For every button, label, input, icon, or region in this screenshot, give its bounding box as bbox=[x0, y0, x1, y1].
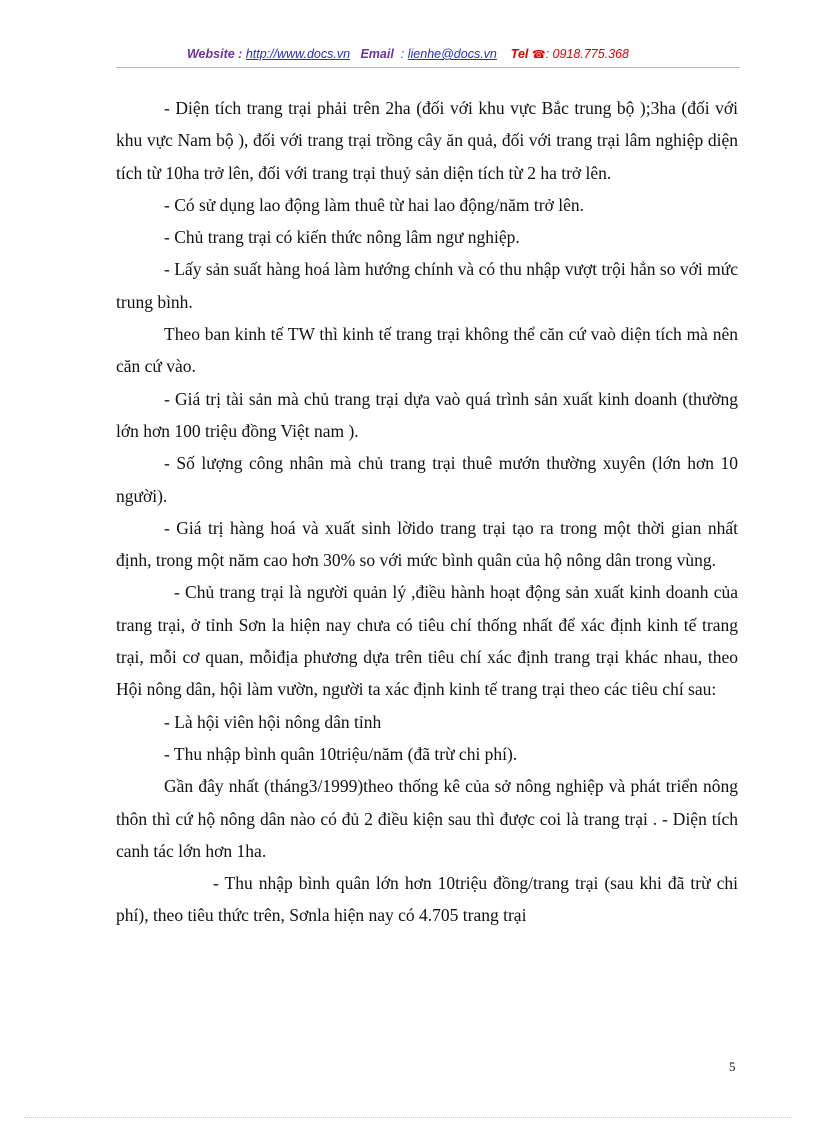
paragraph: - Chủ trang trại là người quản lý ,điều hành hoạt động sản xuất kinh doanh của trang trại, ở tỉnh Sơn la hiện nay chưa có tiêu chí thống nhất để xác định kinh tế trang trại, mỗi cơ quan, mỗiđịa phương dựa trên tiêu chí xác định trang trại khác nhau, theo Hội nông dân, hội làm vườn, người ta xác định kinh tế trang trại theo các tiêu chí sau: bbox=[116, 582, 738, 700]
page-header bbox=[0, 47, 816, 61]
paragraph: Gần đây nhất (tháng3/1999)theo thống kê của sở nông nghiệp và phát triển nông thôn thì cứ hộ nông dân nào có đủ 2 điều kiện sau thì được coi là trang trại . - Diện tích canh tác lớn hơn 1ha. bbox=[116, 776, 738, 861]
paragraph: - Thu nhập bình quân 10triệu/năm (đã trừ chi phí). bbox=[164, 743, 518, 764]
paragraph: - Lấy sản suất hàng hoá làm hướng chính và có thu nhập vượt trội hẳn so với mức trung bình. bbox=[116, 259, 738, 312]
phone-number: : 0918.775.368 bbox=[545, 47, 629, 61]
footer-divider bbox=[24, 1117, 792, 1118]
header-divider bbox=[116, 67, 740, 68]
page-number: 5 bbox=[729, 1059, 736, 1074]
paragraph: - Diện tích trang trại phải trên 2ha (đối với khu vực Bắc trung bộ );3ha (đối với khu vực Nam bộ ), đối với trang trại trồng cây ăn quả, đối với trang trại lâm nghiệp diện tích từ 10ha trở lên, đối với trang trại thuỷ sản diện tích từ 2 ha trở lên. bbox=[116, 98, 738, 183]
email-link[interactable]: lienhe@docs.vn bbox=[407, 47, 497, 61]
paragraph: Theo ban kinh tế TW thì kinh tế trang trại không thể căn cứ vaò diện tích mà nên căn cứ vào. bbox=[116, 324, 738, 377]
paragraph: - Có sử dụng lao động làm thuê từ hai lao động/năm trở lên. bbox=[164, 194, 584, 215]
tel-label: Tel bbox=[510, 47, 529, 61]
paragraph: - Là hội viên hội nông dân tỉnh bbox=[164, 711, 382, 732]
paragraph: - Giá trị hàng hoá và xuất sinh lờido trang trại tạo ra trong một thời gian nhất định, trong một năm cao hơn 30% so với mức bình quân của hộ nông dân trong vùng. bbox=[116, 517, 738, 571]
paragraph: - Giá trị tài sản mà chủ trang trại dựa vaò quá trình sản xuất kinh doanh (thường lớn hơn 100 triệu đồng Việt nam ). bbox=[116, 388, 738, 441]
paragraph: - Chủ trang trại có kiến thức nông lâm ngư nghiệp. bbox=[164, 227, 520, 248]
telephone-icon: ☎ bbox=[531, 49, 546, 61]
paragraph: - Thu nhập bình quân lớn hơn 10triệu đồng/trang trại (sau khi đã trừ chi phí), theo tiêu thức trên, Sơnla hiện nay có 4.705 trang trại bbox=[116, 873, 738, 926]
email-label: Email bbox=[360, 47, 394, 61]
paragraph: - Số lượng công nhân mà chủ trang trại thuê mướn thường xuyên (lớn hơn 10 người). bbox=[116, 453, 738, 506]
website-link[interactable]: http://www.docs.vn bbox=[245, 47, 351, 61]
document-body bbox=[116, 92, 738, 932]
email-separator: : bbox=[400, 47, 405, 61]
website-label: Website : bbox=[186, 47, 243, 61]
